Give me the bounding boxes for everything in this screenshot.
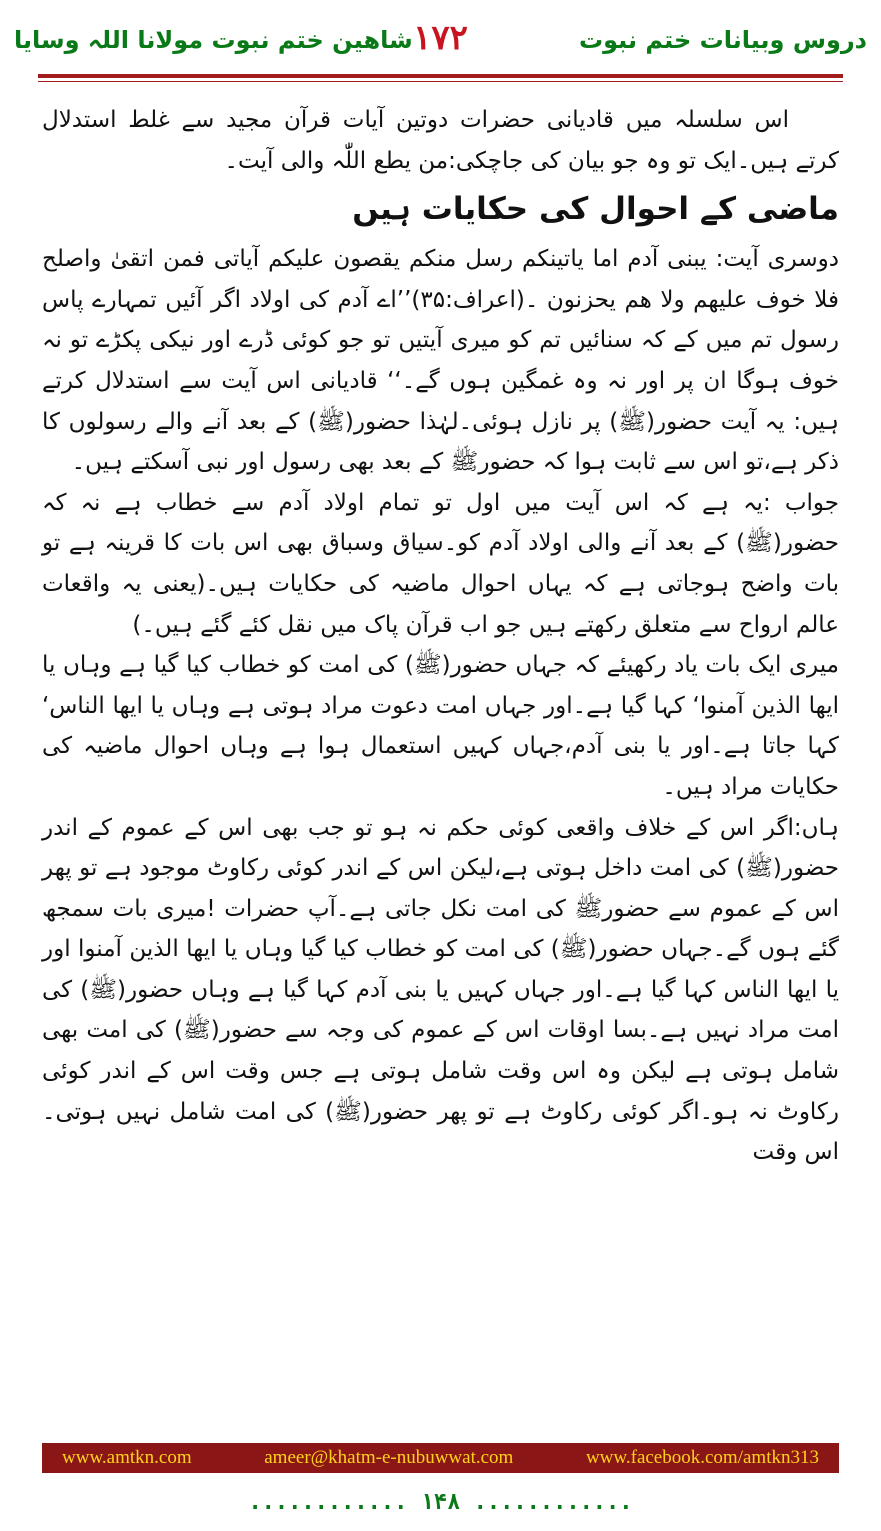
page-number: ............ ۱۴۸ ............ [248,1490,633,1515]
paragraph-second-verse: دوسری آیت: یبنی آدم اما یاتینکم رسل منکم یقصون علیکم آیاتی فمن اتقیٰ واصلح فلا خوف علیهم ولا هم یحزنون ۔(اعراف:۳۵)’’اے آدم کی اولاد اگر آئیں تمہارے پاس رسول تم میں کے کہ سنائیں تم کو میری آیتیں تو جو کوئی ڈرے اور نیکی پکڑے تو نہ خوف ہوگا ان پر اور نہ وہ غمگین ہوں گے۔‘‘ قادیانی اس آیت سے استدلال کرتے ہیں: یہ آیت حضور(ﷺ) پر نازل ہوئی۔لہٰذا حضور(ﷺ) کے بعد آنے والے رسولوں کا ذکر ہے،تو اس سے ثابت ہوا کہ حضورﷺ کے بعد بھی رسول اور نبی آسکتے ہیں۔ [42,246,839,476]
facebook-link[interactable]: www.facebook.com/amtkn313 [585,1447,819,1468]
header-rule-thin [38,81,843,82]
speaker-name: شاهین ختم نبوت مولانا اللہ وسایا [14,26,413,54]
website-link[interactable]: www.amtkn.com [62,1447,192,1468]
section-heading: ماضی کے احوال کی حکایات ہیں [352,191,839,228]
paragraph-answer: جواب :یہ ہے کہ اس آیت میں اول تو تمام اولاد آدم سے خطاب ہے نہ کہ حضور(ﷺ) کے بعد آنے والی اولاد آدم کو۔سیاق وسباق بھی اس بات کا قرینہ ہے تو بات واضح ہوجاتی ہے کہ یہاں احوال ماضیہ کی حکایات ہیں۔(یعنی یہ واقعات عالم ارواح سے متعلق رکھتے ہیں جو اب قرآن پاک میں نقل کئے گئے ہیں۔) [42,489,839,638]
paragraph-however: ہاں:اگر اس کے خلاف واقعی کوئی حکم نہ ہو تو جب بھی اس کے عموم کے اندر حضور(ﷺ) کی امت داخل ہوتی ہے،لیکن اس کے اندر کوئی رکاوٹ موجود ہے تو پھر اس کے عموم سے حضورﷺ کی امت نکل جاتی ہے۔آپ حضرات !میری بات سمجھ گئے ہوں گے۔جہاں حضور(ﷺ) کی امت کو خطاب کیا گیا وہاں یا ایها الذین آمنوا اور یا ایها الناس کہا گیا ہے۔اور جہاں کہیں یا بنی آدم کہا گیا ہے وہاں حضور(ﷺ) کی امت مراد نہیں ہے۔بسا اوقات اس کے عموم کی وجہ سے حضور(ﷺ) کی امت بھی شامل ہوتی ہے لیکن وہ اس وقت شامل ہوتی ہے جس وقت اس کے اندر کوئی رکاوٹ نہ ہو۔اگر کوئی رکاوٹ ہے تو پھر حضور(ﷺ) کی امت شامل نہیں ہوتی۔اس وقت [42,814,839,1166]
paragraph-intro: اس سلسلہ میں قادیانی حضرات دوتین آیات قرآن مجید سے غلط استدلال کرتے ہیں۔ایک تو وہ جو بیان کی جاچکی:من یطع اللّٰہ والی آیت۔ [42,107,839,174]
book-title: دروس وبیانات ختم نبوت [579,26,867,54]
paragraph-remember: میری ایک بات یاد رکھیئے کہ جہاں حضور(ﷺ) کی امت کو خطاب کیا گیا ہے وہاں یا ایها الذین آمنوا‘ کہا گیا ہے۔اور جہاں امت دعوت مراد ہوتی ہے وہاں یا ایها الناس‘ کہا جاتا ہے۔اور یا بنی آدم،جہاں کہیں استعمال ہوا ہے وہاں احوال ماضیہ کی حکایات مراد ہیں۔ [42,652,839,800]
email-link[interactable]: ameer@khatm-e-nubuwwat.com [264,1447,514,1468]
page-body [42,100,839,1173]
footer-links-band [42,1443,839,1473]
header-rule [38,74,843,78]
book-page-number: ۱۷۲ [413,18,468,58]
page-header [14,20,867,60]
